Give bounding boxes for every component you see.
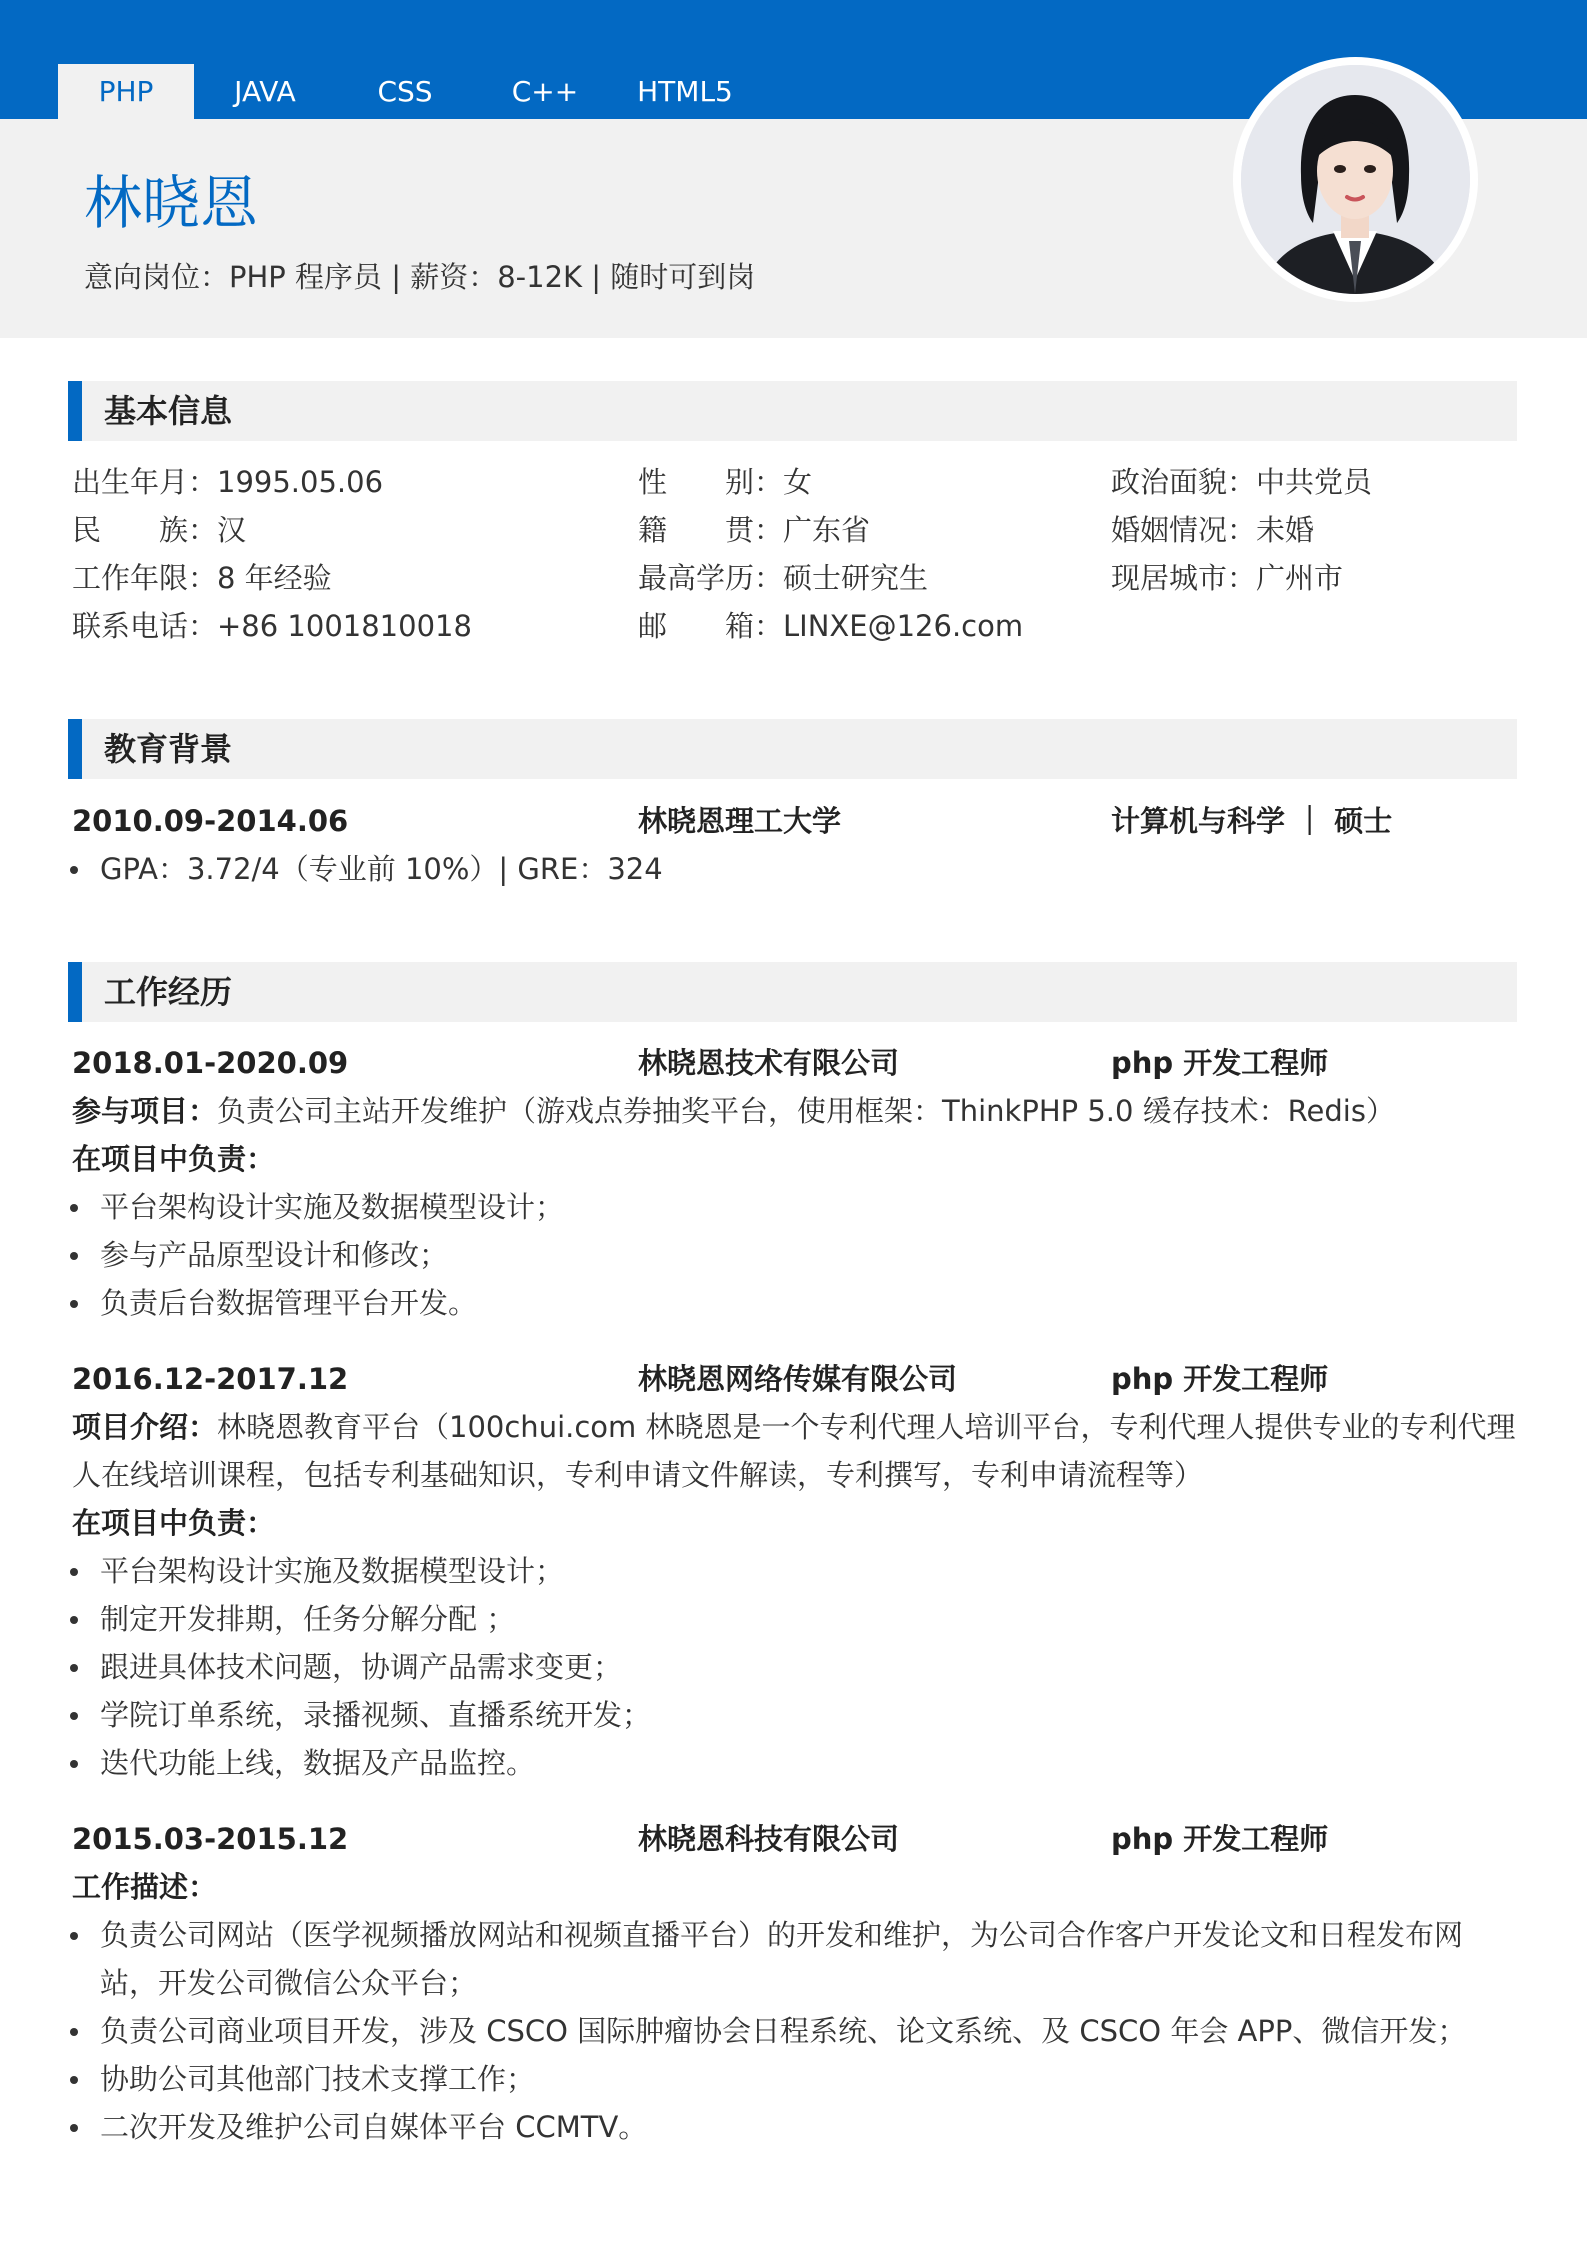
info-marital: 婚姻情况：未婚 — [1111, 513, 1315, 547]
info-city: 现居城市：广州市 — [1111, 561, 1344, 595]
tab-css[interactable]: CSS — [377, 75, 433, 108]
section-basic-info — [68, 381, 1517, 441]
tab-java[interactable]: JAVA — [234, 75, 296, 108]
section-education — [68, 719, 1517, 779]
list-item: 负责公司网站（医学视频播放网站和视频直播平台）的开发和维护，为公司合作客户开发论文和日程发布网站，开发公司微信公众平台； — [100, 1911, 1520, 2007]
section-title: 工作经历 — [104, 973, 233, 1011]
info-email: 邮 箱：LINXE@126.com — [638, 609, 1024, 643]
skill-tabs — [58, 64, 754, 119]
job-role: php 开发工程师 — [1111, 1362, 1329, 1396]
edu-school: 林晓恩理工大学 — [638, 804, 842, 838]
info-experience: 工作年限：8 年经验 — [72, 561, 332, 595]
job-intention: 意向岗位：PHP 程序员 | 薪资：8-12K | 随时可到岗 — [84, 260, 756, 294]
info-hometown: 籍 贯：广东省 — [638, 513, 871, 547]
avatar-frame — [1233, 57, 1478, 302]
info-birth: 出生年月：1995.05.06 — [72, 465, 384, 499]
edu-major: 计算机与科学 ｜ 硕士 — [1111, 804, 1393, 838]
job-intro-text: 林晓恩教育平台（100chui.com 林晓恩是一个专利代理人培训平台，专利代理人提供专业的专利代理人在线培训课程，包括专利基础知识，专利申请文件解读，专利撰写，专利申请流程等） — [72, 1410, 1516, 1492]
job-period: 2018.01-2020.09 — [72, 1046, 349, 1080]
job-period: 2016.12-2017.12 — [72, 1362, 349, 1396]
job-intro — [72, 1403, 1522, 1499]
candidate-name: 林晓恩 — [84, 169, 259, 237]
job-duty-label: 在项目中负责： — [72, 1142, 276, 1176]
section-title: 基本信息 — [104, 392, 233, 430]
section-accent-bar — [68, 962, 82, 1022]
job-role: php 开发工程师 — [1111, 1046, 1329, 1080]
tab-html5[interactable]: HTML5 — [637, 75, 733, 108]
info-phone: 联系电话：+86 1001810018 — [72, 609, 472, 643]
section-title: 教育背景 — [104, 730, 233, 768]
job-intro-text: 负责公司主站开发维护（游戏点券抽奖平台，使用框架：ThinkPHP 5.0 缓存技术：Redis） — [217, 1094, 1395, 1128]
job-company: 林晓恩技术有限公司 — [638, 1046, 900, 1080]
info-gender: 性 别：女 — [638, 465, 813, 499]
tab-cpp[interactable]: C++ — [511, 75, 579, 108]
job-intro-label: 项目介绍： — [72, 1410, 218, 1444]
job-company: 林晓恩网络传媒有限公司 — [638, 1362, 958, 1396]
edu-period: 2010.09-2014.06 — [72, 804, 349, 838]
job-duty-label: 工作描述： — [72, 1870, 218, 1904]
job-period: 2015.03-2015.12 — [72, 1822, 349, 1856]
info-ethnicity: 民 族：汉 — [72, 513, 247, 547]
avatar — [1241, 65, 1470, 294]
job-intro-label: 参与项目： — [72, 1094, 218, 1128]
info-political: 政治面貌：中共党员 — [1111, 465, 1373, 499]
job-duty-label: 在项目中负责： — [72, 1506, 276, 1540]
job-intro — [72, 1087, 1395, 1135]
section-accent-bar — [68, 719, 82, 779]
portrait-icon — [1241, 65, 1470, 294]
job-role: php 开发工程师 — [1111, 1822, 1329, 1856]
tab-php[interactable]: PHP — [58, 64, 194, 119]
info-degree: 最高学历：硕士研究生 — [638, 561, 929, 595]
job-company: 林晓恩科技有限公司 — [638, 1822, 900, 1856]
section-work — [68, 962, 1517, 1022]
section-accent-bar — [68, 381, 82, 441]
